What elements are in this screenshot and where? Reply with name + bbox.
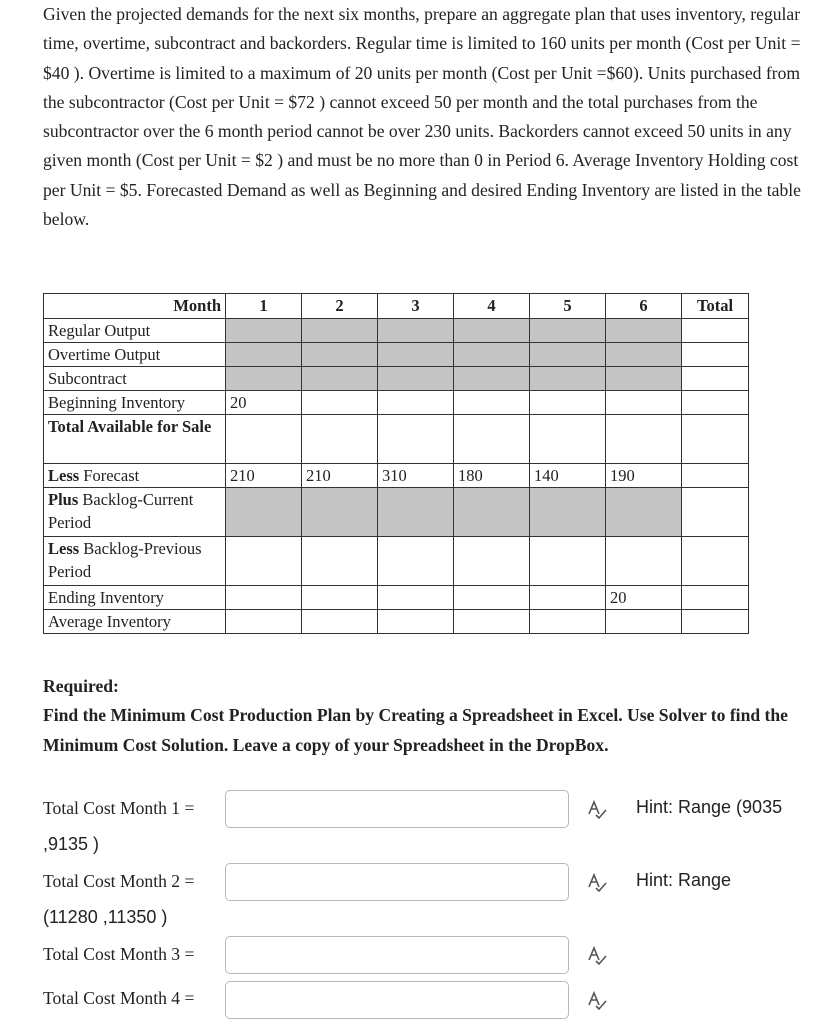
table-cell <box>682 586 749 610</box>
forecast-cell: 210 <box>226 464 302 488</box>
table-cell <box>682 610 749 634</box>
table-cell <box>530 415 606 464</box>
table-cell <box>682 488 749 537</box>
table-cell <box>226 319 302 343</box>
table-cell <box>682 319 749 343</box>
spellcheck-icon[interactable] <box>586 871 608 893</box>
table-row-overtime-output <box>44 343 749 367</box>
table-cell <box>226 610 302 634</box>
total-cost-month-4-input[interactable] <box>225 981 569 1019</box>
row-label: Subcontract <box>44 367 226 391</box>
table-cell <box>606 367 682 391</box>
month-1-hint: Hint: Range (9035 <box>636 797 783 817</box>
table-cell <box>606 488 682 537</box>
table-cell <box>530 488 606 537</box>
row-label: Overtime Output <box>44 343 226 367</box>
total-cost-month-1-input[interactable] <box>225 790 569 828</box>
table-row-less-backlog <box>44 537 749 586</box>
row-label: Beginning Inventory <box>44 391 226 415</box>
table-cell <box>530 343 606 367</box>
aggregate-plan-table <box>43 293 749 634</box>
table-cell <box>530 319 606 343</box>
forecast-cell: 310 <box>378 464 454 488</box>
total-cost-month-4-label: Total Cost Month 4 = <box>43 988 195 1008</box>
table-cell <box>302 319 378 343</box>
table-cell <box>454 391 530 415</box>
table-cell <box>454 488 530 537</box>
table-cell <box>454 415 530 464</box>
row-label-text: Backlog-Current Period <box>48 490 194 532</box>
spellcheck-icon[interactable] <box>586 944 608 966</box>
total-header: Total <box>682 294 749 319</box>
table-cell <box>302 537 378 586</box>
table-row-total-available <box>44 415 749 464</box>
table-cell <box>378 610 454 634</box>
month-2-hint-continued: (11280 ,11350 ) <box>43 907 168 927</box>
row-label: Ending Inventory <box>44 586 226 610</box>
table-cell <box>454 586 530 610</box>
table-cell <box>454 367 530 391</box>
table-cell <box>682 343 749 367</box>
month-3-header: 3 <box>378 294 454 319</box>
forecast-cell: 210 <box>302 464 378 488</box>
row-label: Average Inventory <box>44 610 226 634</box>
table-cell <box>302 488 378 537</box>
table-cell <box>454 343 530 367</box>
table-cell <box>378 367 454 391</box>
total-cost-month-1-label: Total Cost Month 1 = <box>43 798 195 818</box>
spellcheck-icon[interactable] <box>586 989 608 1011</box>
row-label <box>44 537 226 586</box>
table-header-row <box>44 294 749 319</box>
table-cell <box>378 415 454 464</box>
table-cell <box>226 415 302 464</box>
row-label-text: Backlog-Previous Period <box>48 539 202 581</box>
table-cell <box>682 464 749 488</box>
row-label-prefix: Less <box>48 466 80 485</box>
table-cell <box>682 415 749 464</box>
table-row-ending-inventory <box>44 586 749 610</box>
table-row-plus-backlog <box>44 488 749 537</box>
table-row-regular-output <box>44 319 749 343</box>
row-label <box>44 464 226 488</box>
table-row-less-forecast <box>44 464 749 488</box>
table-cell <box>226 367 302 391</box>
table-cell <box>378 537 454 586</box>
table-cell <box>606 391 682 415</box>
table-cell <box>378 343 454 367</box>
month-1-hint-continued: ,9135 ) <box>43 834 100 854</box>
table-cell <box>682 367 749 391</box>
row-label-prefix: Less <box>48 539 80 558</box>
table-cell <box>682 537 749 586</box>
forecast-cell: 180 <box>454 464 530 488</box>
table-cell <box>530 537 606 586</box>
table-cell <box>606 537 682 586</box>
row-label-prefix: Plus <box>48 490 79 509</box>
table-cell <box>378 391 454 415</box>
table-row-beginning-inventory <box>44 391 749 415</box>
table-cell <box>226 343 302 367</box>
row-label <box>44 488 226 537</box>
table-cell <box>682 391 749 415</box>
row-label: Total Available for Sale <box>44 415 226 464</box>
required-text: Find the Minimum Cost Production Plan by Creating a Spreadsheet in Excel. Use Solver to find the Minimum Cost Solution. Leave a copy of your Spreadsheet in the DropBox. <box>43 705 788 755</box>
total-cost-month-2-input[interactable] <box>225 863 569 901</box>
table-cell <box>606 610 682 634</box>
table-cell <box>302 586 378 610</box>
table-cell <box>302 391 378 415</box>
table-cell <box>378 586 454 610</box>
table-cell <box>226 488 302 537</box>
month-4-header: 4 <box>454 294 530 319</box>
forecast-cell: 140 <box>530 464 606 488</box>
problem-statement: Given the projected demands for the next six months, prepare an aggregate plan that uses inventory, regular time, overtime, subcontract and backorders. Regular time is limited to 160 units per month (Cost per Unit = $40 ). Overtime is limited to a maximum of 20 units per month (Cost per Unit =$60). Units purchased from the subcontractor (Cost per Unit = $72 ) cannot exceed 50 per month and the total purchases from the subcontractor over the 6 month period cannot be over 230 units. Backorders cannot exceed 50 units in any given month (Cost per Unit = $2 ) and must be no more than 0 in Period 6. Average Inventory Holding cost per Unit = $5. Forecasted Demand as well as Beginning and desired Ending Inventory are listed in the table below. <box>43 4 801 230</box>
table-cell: 20 <box>226 391 302 415</box>
table-cell <box>226 586 302 610</box>
month-header: Month <box>44 294 226 319</box>
table-cell <box>454 610 530 634</box>
table-cell <box>378 488 454 537</box>
month-2-header: 2 <box>302 294 378 319</box>
total-cost-month-3-input[interactable] <box>225 936 569 974</box>
month-6-header: 6 <box>606 294 682 319</box>
table-cell <box>302 415 378 464</box>
table-cell <box>226 537 302 586</box>
table-cell <box>606 319 682 343</box>
month-5-header: 5 <box>530 294 606 319</box>
table-cell <box>606 415 682 464</box>
month-1-header: 1 <box>226 294 302 319</box>
row-label: Regular Output <box>44 319 226 343</box>
row-label-text: Forecast <box>79 466 140 485</box>
table-cell <box>302 610 378 634</box>
table-cell <box>530 391 606 415</box>
table-cell <box>454 319 530 343</box>
table-cell <box>302 343 378 367</box>
spellcheck-icon[interactable] <box>586 798 608 820</box>
table-cell: 20 <box>606 586 682 610</box>
table-cell <box>530 610 606 634</box>
table-cell <box>530 367 606 391</box>
table-row-subcontract <box>44 367 749 391</box>
table-cell <box>454 537 530 586</box>
required-section <box>43 672 813 760</box>
total-cost-month-3-label: Total Cost Month 3 = <box>43 944 195 964</box>
month-2-hint: Hint: Range <box>636 870 732 890</box>
table-cell <box>378 319 454 343</box>
total-cost-month-2-label: Total Cost Month 2 = <box>43 871 195 891</box>
forecast-cell: 190 <box>606 464 682 488</box>
table-row-average-inventory <box>44 610 749 634</box>
table-cell <box>530 586 606 610</box>
table-cell <box>606 343 682 367</box>
required-heading: Required: <box>43 676 119 696</box>
table-cell <box>302 367 378 391</box>
